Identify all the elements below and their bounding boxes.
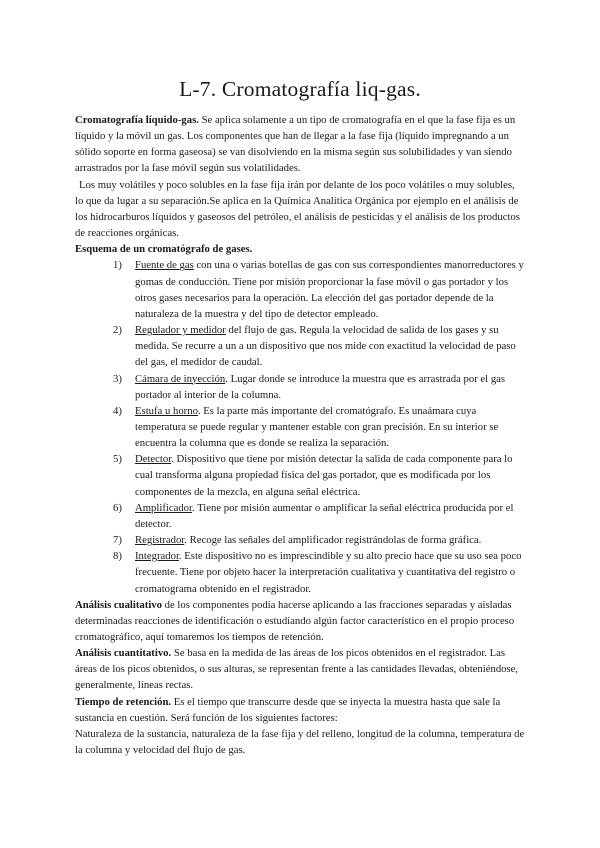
item-text: con una o varias botellas de gas con sus correspondientes manorreductores y gomas de conducción. Tiene por misión proporcionar la fase móvil o gas portador y los otros gases necesarios para la operación. La elección del gas portador depende de la naturaleza de la muestra y del tipo de detector empleado. — [135, 259, 524, 320]
page-title: L-7. Cromatografía liq-gas. — [179, 77, 421, 101]
item-text: . Dispositivo que tiene por misión detectar la salida de cada componente para lo cual transforma alguna propiedad física del gas portador, que es modificada por los componentes de la mezcla, en alguna señal eléctrica. — [135, 453, 513, 498]
list-item — [113, 451, 525, 499]
scheme-heading: Esquema de un cromatógrafo de gases. — [75, 243, 253, 256]
factors-paragraph: Naturaleza de la sustancia, naturaleza de la fase fija y del relleno, longitud de la columna, temperatura de la columna y velocidad del flujo de gas. — [75, 727, 525, 757]
item-term: Estufa u horno — [135, 404, 198, 417]
list-item — [113, 532, 525, 548]
item-number: 3) — [113, 372, 122, 385]
list-item — [113, 257, 525, 322]
item-term: Cámara de inyección — [135, 372, 226, 385]
intro-term: Cromatografía líquido-gas. — [75, 114, 199, 126]
list-item — [113, 322, 525, 370]
item-text: . Es la parte más importante del cromatógrafo. Es unaámara cuya temperatura se puede regular y mantener estable con gran precisión. En su interior se encuentra la columna que es donde se realiza la separación. — [135, 404, 499, 450]
item-term: Amplificador — [135, 501, 192, 514]
intro-text: Se aplica solamente a un tipo de cromatografía en el que la fase fija es un líquido y la móvil un gas. Los componentes que han de llegar a la fase fija (líquido impregnando a un sólido soporte en forma gaseosa) se van disolviendo en la misma según sus solubilidades y van siendo arrastrados por la fase móvil según sus volatilidades. — [75, 114, 516, 175]
components-list — [75, 257, 525, 596]
item-term: Registrador — [135, 534, 185, 547]
quantitative-paragraph — [75, 645, 525, 693]
item-term: Integrador — [135, 550, 179, 563]
item-number: 5) — [113, 453, 122, 466]
item-text: . Este dispositivo no es imprescindible y su alto precio hace que su uso sea poco frecuente. Tiene por objeto hacer la interpretación cualitativa y cuantitativa del registro o cromatograma obtenido en el registrador. — [135, 550, 522, 595]
intro-paragraph — [75, 112, 525, 177]
list-item — [113, 548, 525, 596]
item-text: . Recoge las señales del amplificador registrándolas de forma gráfica. — [184, 534, 482, 547]
item-text: . Lugar donde se introduce la muestra que es arrastrada por el gas portador al interior de la columna. — [135, 372, 506, 401]
item-number: 8) — [113, 550, 122, 563]
item-term: Detector — [135, 453, 172, 466]
item-term: Regulador y medidor — [135, 324, 226, 337]
item-text: del flujo de gas. Regula la velocidad de salida de los gases y su medida. Se recurre a un a un dispositivo que nos mide con exactitud la velocidad de paso del gas, el medidor de caudal. — [135, 324, 516, 369]
quantitative-term: Análisis cuantitativo. — [75, 647, 172, 660]
item-number: 1) — [113, 259, 122, 272]
qualitative-term: Análisis cualitativo — [75, 598, 162, 611]
item-text: . Tiene por misión aumentar o amplificar la señal eléctrica producida por el detector. — [135, 501, 514, 530]
item-number: 7) — [113, 534, 122, 547]
list-item — [113, 500, 525, 532]
document-page — [75, 76, 525, 758]
quantitative-text: Se basa en la medida de las áreas de los picos obtenidos en el registrador. Las áreas de los picos obtenidos, o sus alturas, se representan frente a las cantidades llevadas, obteniéndose, generalmente, líneas rectas. — [75, 647, 519, 692]
retention-paragraph — [75, 694, 525, 726]
qualitative-paragraph — [75, 597, 525, 645]
separation-paragraph: Los muy volátiles y poco solubles en la fase fija irán por delante de los poco volátiles o muy solubles, lo que da lugar a su separación.Se aplica en la Química Analítica Orgánica por ejemplo en el análisis de los hidrocarburos líquidos y gaseosos del petróleo, el análisis de pesticidas y el análisis de los productos de reacciones orgánicas. — [75, 178, 520, 240]
item-number: 6) — [113, 501, 122, 514]
qualitative-text: de los componentes podía hacerse aplicando a las fracciones separadas y aisladas determinadas reacciones de identificación o estudiando algún factor característico en el propio proceso cromatográfico, aquí tomaremos los tiempos de retención. — [75, 598, 515, 643]
retention-text: Es el tiempo que transcurre desde que se inyecta la muestra hasta que sale la sustancia en cuestión. Será función de los siguientes factores: — [75, 695, 501, 724]
list-item — [113, 371, 525, 403]
item-number: 4) — [113, 404, 122, 417]
list-item — [113, 403, 525, 451]
item-term: Fuente de gas — [135, 259, 194, 272]
retention-term: Tiempo de retención. — [75, 695, 172, 708]
item-number: 2) — [113, 324, 122, 337]
